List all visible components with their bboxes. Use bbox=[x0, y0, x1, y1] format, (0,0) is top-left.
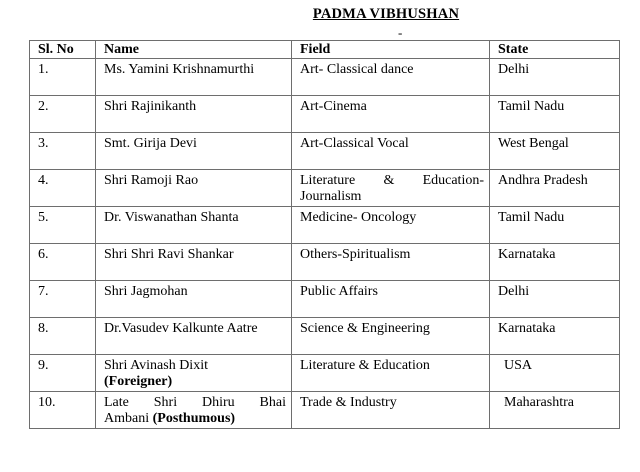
table-row bbox=[30, 59, 620, 96]
header-sl-no: Sl. No bbox=[30, 41, 96, 59]
field-word: Literature bbox=[300, 173, 356, 188]
cell-field: Art-Classical Vocal bbox=[292, 133, 490, 170]
table-row bbox=[30, 133, 620, 170]
name-word: Dhiru bbox=[201, 395, 235, 410]
cell-sl: 3. bbox=[30, 133, 96, 170]
table-row bbox=[30, 207, 620, 244]
field-line-justified bbox=[300, 173, 484, 189]
field-word: Education- bbox=[422, 173, 484, 188]
awardees-table bbox=[29, 40, 620, 429]
header-name: Name bbox=[96, 41, 292, 59]
cell-state: Maharashtra bbox=[490, 392, 620, 429]
cell-state: West Bengal bbox=[490, 133, 620, 170]
cell-state: Tamil Nadu bbox=[490, 96, 620, 133]
table-row bbox=[30, 244, 620, 281]
title-dash-mark: - bbox=[398, 25, 403, 40]
table-header-row bbox=[30, 41, 620, 59]
cell-state: Delhi bbox=[490, 281, 620, 318]
cell-field: Others-Spiritualism bbox=[292, 244, 490, 281]
cell-name bbox=[96, 392, 292, 429]
cell-field: Art-Cinema bbox=[292, 96, 490, 133]
table-row bbox=[30, 170, 620, 207]
cell-name: Ms. Yamini Krishnamurthi bbox=[96, 59, 292, 96]
cell-sl: 4. bbox=[30, 170, 96, 207]
name-note: (Posthumous) bbox=[152, 411, 236, 426]
cell-name bbox=[96, 355, 292, 392]
name-word: Bhai bbox=[259, 395, 286, 410]
table-row bbox=[30, 318, 620, 355]
cell-sl: 6. bbox=[30, 244, 96, 281]
cell-sl: 10. bbox=[30, 392, 96, 429]
cell-name: Dr. Viswanathan Shanta bbox=[96, 207, 292, 244]
page-title bbox=[0, 6, 640, 23]
cell-name: Shri Ramoji Rao bbox=[96, 170, 292, 207]
cell-state: USA bbox=[490, 355, 620, 392]
table-row bbox=[30, 281, 620, 318]
name-word: Ambani bbox=[104, 411, 150, 426]
cell-field: Trade & Industry bbox=[292, 392, 490, 429]
cell-sl: 9. bbox=[30, 355, 96, 392]
name-word: Shri bbox=[153, 395, 178, 410]
page-title-text: PADMA VIBHUSHAN bbox=[312, 6, 460, 22]
cell-sl: 7. bbox=[30, 281, 96, 318]
cell-name: Shri Jagmohan bbox=[96, 281, 292, 318]
cell-field: Art- Classical dance bbox=[292, 59, 490, 96]
cell-state: Karnataka bbox=[490, 318, 620, 355]
header-field: Field bbox=[292, 41, 490, 59]
cell-field: Science & Engineering bbox=[292, 318, 490, 355]
header-state: State bbox=[490, 41, 620, 59]
cell-name: Dr.Vasudev Kalkunte Aatre bbox=[96, 318, 292, 355]
cell-state: Karnataka bbox=[490, 244, 620, 281]
cell-sl: 2. bbox=[30, 96, 96, 133]
name-word: Late bbox=[104, 395, 129, 410]
field-word: & bbox=[383, 173, 395, 188]
table-row bbox=[30, 392, 620, 429]
name-line-justified bbox=[104, 395, 286, 411]
cell-field bbox=[292, 170, 490, 207]
cell-name: Smt. Girija Devi bbox=[96, 133, 292, 170]
table-row bbox=[30, 96, 620, 133]
cell-state: Tamil Nadu bbox=[490, 207, 620, 244]
cell-name: Shri Shri Ravi Shankar bbox=[96, 244, 292, 281]
table-row bbox=[30, 355, 620, 392]
cell-name: Shri Rajinikanth bbox=[96, 96, 292, 133]
cell-state: Delhi bbox=[490, 59, 620, 96]
cell-field: Public Affairs bbox=[292, 281, 490, 318]
field-line: Journalism bbox=[300, 189, 362, 204]
name-line: Shri Avinash Dixit bbox=[104, 358, 208, 373]
cell-sl: 5. bbox=[30, 207, 96, 244]
cell-field: Literature & Education bbox=[292, 355, 490, 392]
name-note: (Foreigner) bbox=[104, 374, 173, 389]
cell-sl: 8. bbox=[30, 318, 96, 355]
cell-state: Andhra Pradesh bbox=[490, 170, 620, 207]
cell-field: Medicine- Oncology bbox=[292, 207, 490, 244]
name-line bbox=[104, 411, 286, 427]
cell-sl: 1. bbox=[30, 59, 96, 96]
